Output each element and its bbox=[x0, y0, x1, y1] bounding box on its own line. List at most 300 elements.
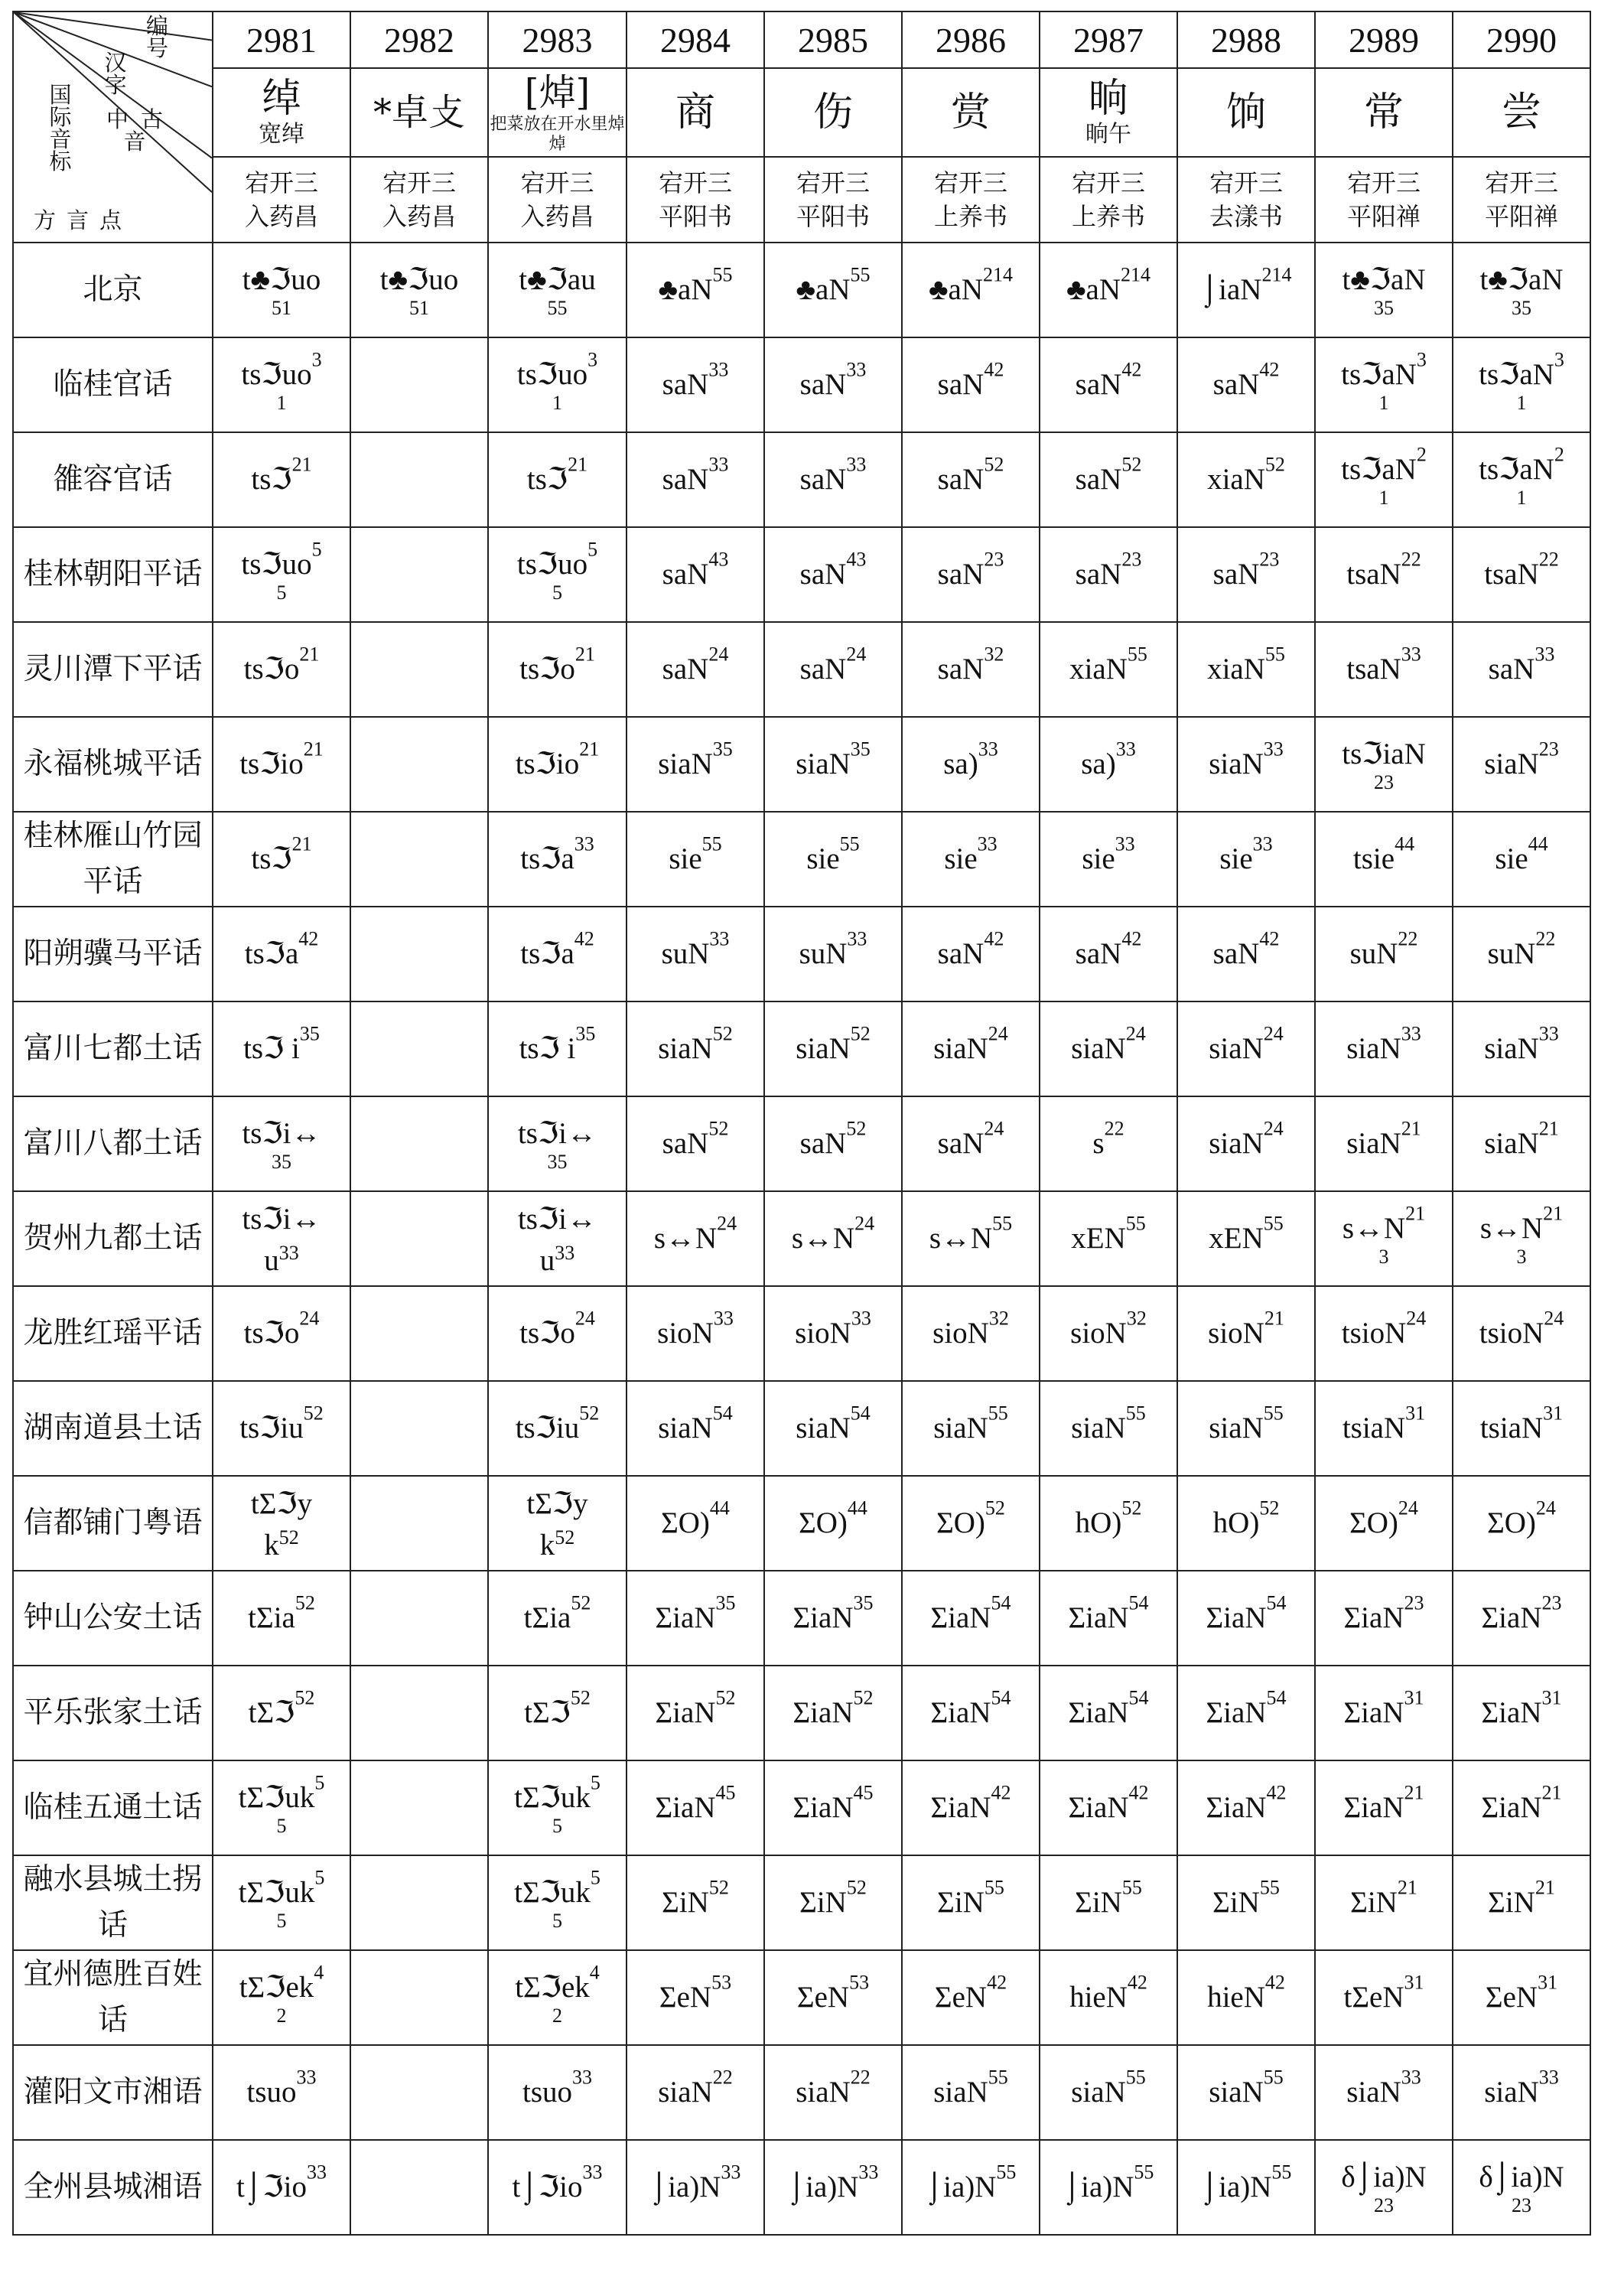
reading bbox=[806, 832, 860, 875]
middle-chinese-line: 宕开三 bbox=[382, 168, 456, 197]
header-char-cell bbox=[1453, 68, 1590, 157]
reading-tone: 33 bbox=[713, 1307, 734, 1330]
reading bbox=[520, 927, 594, 970]
reading-tone: 22 bbox=[850, 2066, 871, 2089]
reading-continuation-text: u bbox=[264, 1244, 279, 1277]
reading bbox=[1075, 453, 1142, 496]
reading-continuation-text: k bbox=[264, 1529, 279, 1562]
reading-tone: 33 bbox=[978, 738, 998, 760]
reading-tone: 24 bbox=[854, 1212, 875, 1235]
header-number-cell: 2989 bbox=[1315, 11, 1453, 68]
reading-cell bbox=[213, 1760, 350, 1855]
reading-tone: 3 bbox=[587, 348, 598, 371]
reading-cell bbox=[902, 1571, 1040, 1666]
reading-ipa: tsiaN bbox=[1479, 1412, 1544, 1444]
dialect-place-name: 雒容官话 bbox=[53, 462, 173, 497]
reading-continuation-text: u bbox=[539, 1244, 555, 1277]
reading-tone: 3 bbox=[1416, 348, 1427, 371]
reading-tone: 55 bbox=[712, 263, 733, 286]
dialect-place-cell bbox=[13, 622, 213, 717]
reading-ipa: s↔N bbox=[929, 1222, 993, 1255]
reading-cell bbox=[764, 907, 902, 1001]
dialect-place-name: 全州县城湘语 bbox=[23, 2170, 203, 2204]
middle-chinese-line: 宕开三 bbox=[1346, 168, 1421, 197]
reading-cell bbox=[213, 1381, 350, 1476]
reading-ipa: tsℑo bbox=[243, 1317, 300, 1350]
reading-ipa: t⌡ℑio bbox=[236, 2171, 307, 2203]
reading bbox=[1484, 1117, 1559, 1160]
reading-tone: 22 bbox=[1538, 548, 1559, 571]
reading bbox=[519, 643, 595, 686]
reading bbox=[1343, 1781, 1424, 1824]
reading bbox=[241, 538, 322, 581]
reading-continuation bbox=[489, 1911, 626, 1931]
header-char-cell bbox=[764, 68, 902, 157]
reading-continuation bbox=[213, 583, 350, 603]
reading-cell bbox=[488, 717, 627, 812]
reading-cell bbox=[1315, 1381, 1453, 1476]
dialect-place-name: 贺州九都土话 bbox=[23, 1221, 203, 1255]
header-middle-chinese-cell bbox=[1177, 157, 1315, 243]
reading-cell bbox=[1177, 243, 1315, 337]
reading-tone: 35 bbox=[853, 1591, 874, 1614]
reading-cell bbox=[1315, 1760, 1453, 1855]
dialect-row bbox=[13, 1666, 1590, 1760]
reading bbox=[1346, 1117, 1421, 1160]
reading-cell bbox=[627, 337, 764, 432]
reading bbox=[1209, 1212, 1284, 1255]
reading-cell bbox=[627, 1950, 764, 2045]
dialect-row bbox=[13, 1191, 1590, 1286]
reading-tone: 55 bbox=[1121, 1876, 1142, 1899]
reading-ipa: saN bbox=[1075, 463, 1122, 496]
reading-cell bbox=[1453, 1286, 1590, 1381]
reading-ipa: sioN bbox=[932, 1317, 989, 1350]
reading-continuation bbox=[489, 583, 626, 603]
dialect-place-name: 永福桃城平话 bbox=[23, 747, 203, 781]
reading-ipa: siaN bbox=[1484, 2076, 1539, 2109]
reading bbox=[243, 1307, 320, 1350]
reading-ipa: siaN bbox=[658, 1032, 713, 1065]
reading-cell bbox=[213, 812, 350, 907]
reading-ipa: ΣiaN bbox=[930, 1601, 991, 1634]
reading-tone: 33 bbox=[1401, 2066, 1421, 2089]
reading-cell bbox=[1315, 527, 1453, 622]
reading-ipa: tsℑiaN bbox=[1342, 738, 1426, 770]
reading-ipa: tΣℑuk bbox=[514, 1876, 591, 1909]
reading bbox=[655, 1781, 736, 1824]
reading-cell bbox=[213, 432, 350, 527]
reading-cell bbox=[1040, 1571, 1177, 1666]
reading-tone: 21 bbox=[291, 453, 312, 476]
reading-tone: 52 bbox=[570, 1686, 591, 1709]
reading-cell bbox=[350, 2140, 488, 2235]
reading-cell bbox=[764, 717, 902, 812]
reading-cell bbox=[350, 1855, 488, 1950]
header-char: 赏 bbox=[950, 90, 991, 135]
reading-cell bbox=[1453, 1096, 1590, 1191]
reading-ipa: sa) bbox=[1081, 747, 1116, 780]
reading-cell bbox=[627, 1381, 764, 1476]
dialect-place-cell bbox=[13, 1476, 213, 1571]
corner-number-label: 编号 bbox=[145, 13, 194, 61]
reading-cell bbox=[1177, 527, 1315, 622]
middle-chinese-line: 宕开三 bbox=[796, 168, 870, 197]
reading bbox=[238, 1866, 325, 1909]
reading bbox=[1068, 1591, 1149, 1634]
reading-continuation-text: 5 bbox=[552, 1815, 562, 1837]
reading-cell bbox=[627, 1760, 764, 1855]
reading-ipa: ΣiaN bbox=[792, 1791, 854, 1824]
reading bbox=[520, 832, 594, 875]
reading-tone: 35 bbox=[715, 1591, 736, 1614]
reading-tone: 21 bbox=[299, 643, 320, 666]
reading bbox=[523, 1591, 591, 1634]
reading-cell bbox=[627, 1001, 764, 1096]
reading-ipa: sie bbox=[669, 842, 702, 875]
reading-ipa: tsℑi↔ bbox=[242, 1203, 321, 1236]
reading-cell bbox=[488, 812, 627, 907]
reading-tone: 31 bbox=[1404, 1686, 1424, 1709]
reading-tone: 52 bbox=[708, 1876, 729, 1899]
reading-cell bbox=[1177, 717, 1315, 812]
reading-tone: 23 bbox=[1538, 738, 1559, 760]
reading-tone: 55 bbox=[1263, 1402, 1284, 1425]
reading-tone: 33 bbox=[582, 2161, 603, 2184]
reading bbox=[515, 1961, 600, 2004]
reading-cell bbox=[902, 717, 1040, 812]
reading-cell bbox=[902, 1855, 1040, 1950]
reading-tone: 2 bbox=[1554, 443, 1564, 466]
reading-tone: 24 bbox=[574, 1307, 595, 1330]
reading bbox=[1343, 1971, 1424, 2014]
reading-cell bbox=[764, 1286, 902, 1381]
reading-cell bbox=[488, 1571, 627, 1666]
reading-tone: 45 bbox=[715, 1781, 736, 1804]
header-char-cell bbox=[627, 68, 764, 157]
corner-hanzi-label bbox=[104, 52, 127, 96]
dialect-place-name: 桂林朝阳平话 bbox=[23, 557, 203, 591]
reading-tone: 33 bbox=[1401, 1022, 1421, 1045]
reading-continuation bbox=[1316, 773, 1452, 793]
reading-tone: 35 bbox=[850, 738, 871, 760]
reading-continuation-text: 2 bbox=[552, 2005, 562, 2027]
reading-cell bbox=[1177, 1571, 1315, 1666]
reading-cell bbox=[764, 432, 902, 527]
reading-tone: 24 bbox=[984, 1117, 1004, 1140]
reading-tone: 42 bbox=[574, 927, 594, 950]
reading bbox=[1488, 1876, 1555, 1919]
reading-ipa: hO) bbox=[1212, 1506, 1260, 1539]
reading-ipa: siaN bbox=[796, 2076, 851, 2109]
reading-ipa: ΣiN bbox=[937, 1886, 985, 1919]
reading bbox=[514, 1771, 600, 1814]
reading-continuation bbox=[489, 298, 626, 318]
reading-tone: 55 bbox=[1263, 2066, 1284, 2089]
reading-tone: 55 bbox=[850, 263, 871, 286]
reading-continuation-text: 5 bbox=[552, 1910, 562, 1932]
header-number-cell: 2984 bbox=[627, 11, 764, 68]
reading-tone: 33 bbox=[708, 453, 729, 476]
reading-continuation bbox=[1453, 393, 1590, 413]
reading-cell bbox=[1040, 243, 1177, 337]
reading-tone: 31 bbox=[1538, 1971, 1558, 1994]
reading-cell bbox=[1315, 622, 1453, 717]
reading-tone: 42 bbox=[1259, 927, 1280, 950]
reading-tone: 55 bbox=[701, 832, 722, 855]
header-middle-chinese-cell bbox=[350, 157, 488, 243]
reading-tone: 31 bbox=[1405, 1402, 1426, 1425]
reading bbox=[925, 2161, 1017, 2203]
reading bbox=[661, 927, 730, 970]
reading-continuation bbox=[213, 1238, 350, 1276]
reading-ipa: saN bbox=[937, 937, 985, 970]
reading-ipa: saN bbox=[937, 463, 985, 496]
reading-cell bbox=[488, 2045, 627, 2140]
reading-continuation bbox=[213, 1523, 350, 1561]
reading-tone: 21 bbox=[1538, 1117, 1559, 1140]
reading-tone: 33 bbox=[708, 358, 729, 381]
reading bbox=[1092, 1117, 1124, 1160]
dialect-place-cell bbox=[13, 717, 213, 812]
dialect-place-cell bbox=[13, 1571, 213, 1666]
reading-ipa: tΣia bbox=[523, 1601, 571, 1634]
reading-cell bbox=[627, 1096, 764, 1191]
reading-ipa: tΣℑuk bbox=[238, 1876, 315, 1909]
reading-ipa: tΣℑek bbox=[515, 1971, 590, 2004]
reading-ipa: saN bbox=[1075, 368, 1122, 401]
reading-cell bbox=[1040, 432, 1177, 527]
header-number-cell: 2988 bbox=[1177, 11, 1315, 68]
reading-tone: 44 bbox=[709, 1496, 730, 1519]
reading-ipa: sa) bbox=[943, 747, 978, 780]
reading-ipa: xiaN bbox=[1207, 463, 1265, 496]
reading bbox=[653, 1212, 737, 1255]
dialect-place-cell bbox=[13, 527, 213, 622]
reading-ipa: sie bbox=[1082, 842, 1115, 875]
reading-tone: 52 bbox=[571, 1591, 591, 1614]
reading-tone: 42 bbox=[1128, 1781, 1149, 1804]
reading-tone: 24 bbox=[1535, 1496, 1556, 1519]
reading-cell bbox=[1040, 527, 1177, 622]
reading-ipa: ΣiaN bbox=[1206, 1696, 1267, 1729]
reading bbox=[1346, 2066, 1421, 2109]
reading-ipa: ⌡iaN bbox=[1200, 273, 1262, 306]
reading-cell bbox=[213, 1096, 350, 1191]
reading-ipa: tsℑo bbox=[243, 653, 300, 686]
reading bbox=[1479, 1202, 1564, 1245]
reading bbox=[1200, 2161, 1292, 2203]
reading bbox=[1495, 832, 1548, 875]
reading-continuation-text: 23 bbox=[1374, 771, 1394, 793]
reading bbox=[1479, 348, 1564, 391]
reading-continuation-text: 2 bbox=[276, 2005, 287, 2027]
reading-continuation-text: 1 bbox=[1378, 392, 1389, 414]
reading-tone: 33 bbox=[1538, 2066, 1559, 2089]
reading-cell bbox=[1315, 907, 1453, 1001]
reading bbox=[1346, 643, 1421, 686]
reading-ipa: s↔N bbox=[653, 1222, 718, 1255]
reading bbox=[662, 1876, 729, 1919]
reading-cell bbox=[764, 527, 902, 622]
dialect-row bbox=[13, 812, 1590, 907]
reading bbox=[380, 263, 459, 296]
reading-cell bbox=[488, 1666, 627, 1760]
header-number-cell: 2986 bbox=[902, 11, 1040, 68]
reading-continuation-text: 35 bbox=[272, 1151, 291, 1173]
header-char-cell bbox=[350, 68, 488, 157]
reading bbox=[1479, 1307, 1564, 1350]
dialect-row bbox=[13, 1760, 1590, 1855]
header-number-cell: 2981 bbox=[213, 11, 350, 68]
reading bbox=[248, 1686, 315, 1729]
reading-tone: 24 bbox=[717, 1212, 737, 1235]
reading bbox=[1209, 1022, 1284, 1065]
reading bbox=[239, 1402, 324, 1444]
reading-tone: 43 bbox=[708, 548, 729, 571]
reading-ipa: ΣiaN bbox=[1481, 1601, 1542, 1634]
reading bbox=[1484, 548, 1559, 591]
reading-cell bbox=[902, 432, 1040, 527]
reading-cell bbox=[1177, 2045, 1315, 2140]
reading-ipa: ♣aN bbox=[796, 273, 851, 306]
reading-ipa: siaN bbox=[1071, 1412, 1126, 1444]
reading-tone: 214 bbox=[1261, 263, 1292, 286]
reading-tone: 32 bbox=[1126, 1307, 1147, 1330]
dialect-place-name: 宜州德胜百姓话 bbox=[23, 1957, 203, 2037]
reading-tone: 33 bbox=[306, 2161, 327, 2184]
reading-cell bbox=[213, 1286, 350, 1381]
reading bbox=[251, 832, 312, 875]
reading-cell bbox=[1177, 1855, 1315, 1950]
reading bbox=[1081, 738, 1136, 780]
reading-cell bbox=[902, 527, 1040, 622]
header-char-cell bbox=[1315, 68, 1453, 157]
reading-tone: 55 bbox=[988, 1402, 1008, 1425]
reading-cell bbox=[902, 1476, 1040, 1571]
reading-ipa: suN bbox=[1349, 937, 1398, 970]
dialect-place-cell bbox=[13, 2045, 213, 2140]
reading bbox=[936, 1496, 1005, 1539]
reading bbox=[236, 2161, 327, 2203]
reading bbox=[1209, 738, 1284, 780]
reading-cell bbox=[350, 1760, 488, 1855]
reading-continuation-text: 51 bbox=[409, 297, 429, 319]
middle-chinese-line: 上养书 bbox=[1071, 202, 1145, 231]
reading bbox=[242, 1117, 321, 1150]
reading-cell bbox=[1453, 337, 1590, 432]
reading-ipa: tsaN bbox=[1346, 558, 1401, 591]
reading-tone: 52 bbox=[295, 1686, 315, 1709]
reading-tone: 31 bbox=[1404, 1971, 1424, 1994]
dialect-place-cell bbox=[13, 2140, 213, 2235]
reading-cell bbox=[764, 1476, 902, 1571]
reading bbox=[1342, 1402, 1426, 1444]
reading bbox=[1071, 1402, 1146, 1444]
reading-tone: 35 bbox=[712, 738, 733, 760]
middle-chinese-line: 平阳禅 bbox=[1346, 202, 1421, 231]
reading-ipa: saN bbox=[662, 1127, 709, 1160]
reading-cell bbox=[1453, 812, 1590, 907]
reading-ipa: tsℑi↔ bbox=[242, 1117, 321, 1150]
header-number-cell: 2982 bbox=[350, 11, 488, 68]
reading-cell bbox=[350, 812, 488, 907]
middle-chinese-line: 入药昌 bbox=[520, 202, 594, 231]
reading bbox=[242, 1203, 321, 1236]
reading-cell bbox=[1040, 1001, 1177, 1096]
reading-ipa: s bbox=[1092, 1127, 1105, 1160]
reading-ipa: ΣeN bbox=[1485, 1981, 1538, 2014]
reading-tone: 42 bbox=[984, 358, 1004, 381]
header-number-cell: 2985 bbox=[764, 11, 902, 68]
reading bbox=[937, 643, 1004, 686]
reading-ipa: tsℑa bbox=[520, 937, 574, 970]
reading-cell bbox=[902, 1001, 1040, 1096]
reading-tone: 42 bbox=[987, 1971, 1007, 1994]
reading-tone: 22 bbox=[1398, 927, 1418, 950]
reading-cell bbox=[1315, 243, 1453, 337]
reading-cell bbox=[350, 717, 488, 812]
middle-chinese-line: 宕开三 bbox=[658, 168, 732, 197]
dialect-table-page bbox=[12, 11, 1590, 2268]
reading-tone: 52 bbox=[708, 1117, 729, 1140]
reading bbox=[1343, 1591, 1424, 1634]
reading-cell bbox=[902, 1760, 1040, 1855]
reading-cell bbox=[1453, 1001, 1590, 1096]
header-middle-chinese-cell bbox=[1040, 157, 1177, 243]
reading bbox=[658, 2066, 733, 2109]
reading-ipa: ΣiaN bbox=[1206, 1601, 1267, 1634]
header-char: 伤 bbox=[812, 90, 853, 135]
reading-tone: 52 bbox=[579, 1402, 600, 1425]
reading bbox=[929, 1212, 1013, 1255]
dialect-row bbox=[13, 1286, 1590, 1381]
reading-continuation-text: 1 bbox=[1516, 392, 1527, 414]
reading-ipa: saN bbox=[937, 653, 985, 686]
reading-ipa: saN bbox=[1075, 937, 1122, 970]
reading-tone: 24 bbox=[1398, 1496, 1418, 1519]
reading bbox=[1481, 1781, 1562, 1824]
reading-tone: 21 bbox=[1404, 1781, 1424, 1804]
dialect-pronunciation-table bbox=[12, 11, 1591, 2236]
reading-ipa: siaN bbox=[1071, 2076, 1126, 2109]
reading bbox=[1209, 1402, 1284, 1444]
reading bbox=[242, 263, 321, 296]
reading-ipa: tsℑuo bbox=[516, 548, 588, 581]
reading-continuation bbox=[1453, 2196, 1590, 2216]
reading-cell bbox=[1040, 812, 1177, 907]
reading-continuation bbox=[1453, 1247, 1590, 1267]
reading-ipa: tsℑ bbox=[251, 842, 292, 875]
reading-cell bbox=[350, 1666, 488, 1760]
reading-ipa: siaN bbox=[1209, 2076, 1264, 2109]
reading-cell bbox=[1315, 432, 1453, 527]
reading-continuation bbox=[213, 298, 350, 318]
reading-ipa: saN bbox=[799, 558, 847, 591]
reading-ipa: tΣℑy bbox=[250, 1487, 313, 1520]
reading-tone: 24 bbox=[1125, 1022, 1146, 1045]
reading bbox=[799, 1876, 867, 1919]
reading-cell bbox=[902, 337, 1040, 432]
dialect-place-cell bbox=[13, 337, 213, 432]
reading-ipa: ΣiaN bbox=[792, 1696, 854, 1729]
reading bbox=[1346, 548, 1421, 591]
dialect-place-name: 融水县城土拐话 bbox=[23, 1862, 203, 1943]
reading-cell bbox=[488, 1191, 627, 1286]
reading-tone: 33 bbox=[721, 2161, 741, 2184]
reading-cell bbox=[1453, 1760, 1590, 1855]
reading bbox=[1209, 1117, 1284, 1160]
